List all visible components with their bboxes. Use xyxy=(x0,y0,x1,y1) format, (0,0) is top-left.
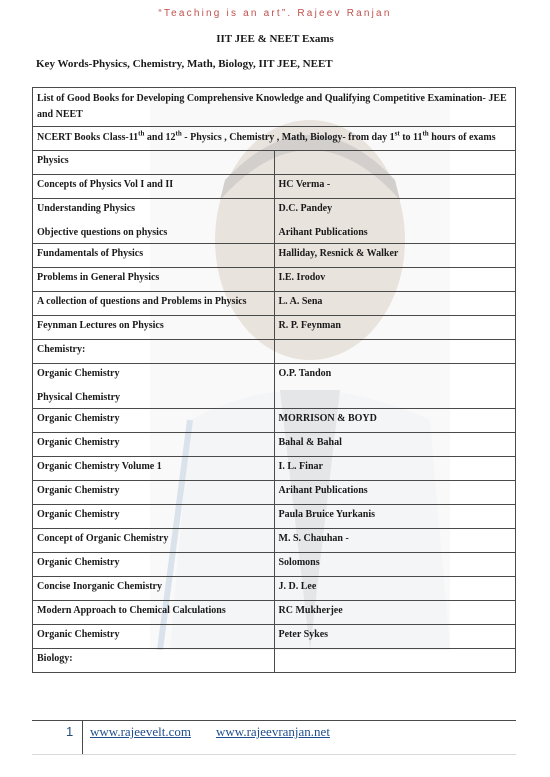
table-row xyxy=(33,409,516,433)
page-number: 1 xyxy=(66,724,74,739)
book-author: Bahal & Bahal xyxy=(274,433,516,457)
book-title: Organic Chemistry xyxy=(33,505,275,529)
book-author: Solomons xyxy=(274,553,516,577)
book-title: Problems in General Physics xyxy=(33,268,275,292)
book-title-line: Physical Chemistry xyxy=(37,392,121,403)
section-heading-biology: Biology: xyxy=(33,649,275,673)
book-title: A collection of questions and Problems in Physics xyxy=(33,292,275,316)
book-title: Fundamentals of Physics xyxy=(33,244,275,268)
book-author xyxy=(274,199,516,244)
table-row xyxy=(33,364,516,409)
book-author-line: D.C. Pandey xyxy=(278,203,333,214)
book-title-line: Understanding Physics xyxy=(37,203,136,214)
table-row xyxy=(33,433,516,457)
footer-vertical-divider xyxy=(82,720,83,754)
table-row xyxy=(33,88,516,127)
book-author: Halliday, Resnick & Walker xyxy=(274,244,516,268)
section-heading-physics: Physics xyxy=(33,151,275,175)
table-row xyxy=(33,601,516,625)
book-title xyxy=(33,364,275,409)
table-row xyxy=(33,577,516,601)
table-cell xyxy=(274,151,516,175)
footer-bottom-rule xyxy=(32,754,516,755)
footer-divider xyxy=(32,720,516,721)
book-title: Organic Chemistry xyxy=(33,625,275,649)
book-title: Feynman Lectures on Physics xyxy=(33,316,275,340)
header-quote: “Teaching is an art”. Rajeev Ranjan xyxy=(158,8,392,19)
book-author: J. D. Lee xyxy=(274,577,516,601)
book-title: Concepts of Physics Vol I and II xyxy=(33,175,275,199)
book-author: Peter Sykes xyxy=(274,625,516,649)
table-row xyxy=(33,175,516,199)
book-author: L. A. Sena xyxy=(274,292,516,316)
book-title: Organic Chemistry xyxy=(33,433,275,457)
table-row xyxy=(33,553,516,577)
table-row xyxy=(33,292,516,316)
table-cell xyxy=(274,649,516,673)
book-title xyxy=(33,199,275,244)
book-title-line: Objective questions on physics xyxy=(37,227,168,238)
table-row xyxy=(33,199,516,244)
book-title: Organic Chemistry xyxy=(33,553,275,577)
document-title: IIT JEE & NEET Exams xyxy=(216,33,334,45)
table-row xyxy=(33,625,516,649)
books-table xyxy=(32,87,516,673)
table-row xyxy=(33,268,516,292)
table-row xyxy=(33,127,516,151)
book-author: MORRISON & BOYD xyxy=(274,409,516,433)
book-author: Paula Bruice Yurkanis xyxy=(274,505,516,529)
ncert-row: NCERT Books Class-11th and 12th - Physics , Chemistry , Math, Biology- from day 1st to 11th hours of exams xyxy=(33,127,516,151)
book-title: Modern Approach to Chemical Calculations xyxy=(33,601,275,625)
keywords-line: Key Words-Physics, Chemistry, Math, Biology, IIT JEE, NEET xyxy=(36,58,333,70)
book-author: M. S. Chauhan - xyxy=(274,529,516,553)
table-row xyxy=(33,505,516,529)
table-row xyxy=(33,649,516,673)
table-row xyxy=(33,244,516,268)
table-row xyxy=(33,340,516,364)
book-title: Organic Chemistry Volume 1 xyxy=(33,457,275,481)
table-row xyxy=(33,481,516,505)
book-title: Organic Chemistry xyxy=(33,409,275,433)
book-author: I.E. Irodov xyxy=(274,268,516,292)
table-cell xyxy=(274,340,516,364)
section-heading-chemistry: Chemistry: xyxy=(33,340,275,364)
book-author: I. L. Finar xyxy=(274,457,516,481)
book-title: Concept of Organic Chemistry xyxy=(33,529,275,553)
footer-link-rajeevelt[interactable]: www.rajeevelt.com xyxy=(90,724,191,739)
table-row xyxy=(33,457,516,481)
book-author-line: Arihant Publications xyxy=(278,227,368,238)
footer-link-rajeevranjan[interactable]: www.rajeevranjan.net xyxy=(216,724,330,739)
table-intro: List of Good Books for Developing Comprehensive Knowledge and Qualifying Competitive Examination- JEE and NEET xyxy=(33,88,516,127)
book-title: Organic Chemistry xyxy=(33,481,275,505)
book-author: R. P. Feynman xyxy=(274,316,516,340)
book-title: Concise Inorganic Chemistry xyxy=(33,577,275,601)
book-author: O.P. Tandon xyxy=(274,364,516,409)
book-author: Arihant Publications xyxy=(274,481,516,505)
book-title-line: Organic Chemistry xyxy=(37,368,120,379)
table-row xyxy=(33,529,516,553)
table-row xyxy=(33,151,516,175)
table-row xyxy=(33,316,516,340)
book-author: HC Verma - xyxy=(274,175,516,199)
book-author: RC Mukherjee xyxy=(274,601,516,625)
